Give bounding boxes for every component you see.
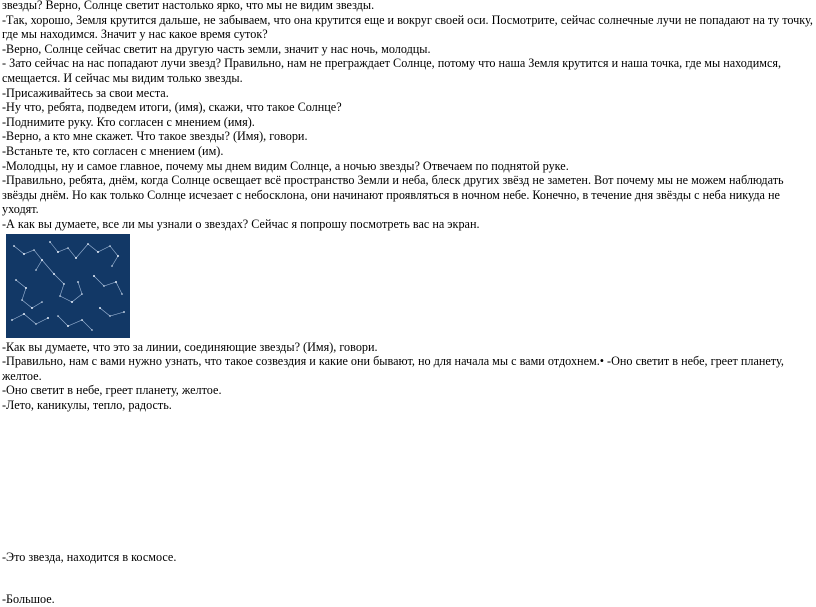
text-line-16: -Лето, каникулы, тепло, радость.	[2, 397, 172, 412]
text-line-big: -Большое.	[2, 592, 55, 607]
text-line-11: -Правильно, ребята, днём, когда Солнце освещает всё пространство Земли и неба, блеск других звёзд не заметен. Вот почему мы не можем наблюдать звёзды днём. Но как только Солнце исчезает с небосклона, они начинают проявляться в ночном небе. Конечно, в течение дня звёзды с неба никуда не уходят.	[2, 173, 784, 217]
document-body	[2, 0, 816, 607]
text-line-1: звезды? Верно, Солнце светит настолько ярко, что мы не видим звезды.	[2, 0, 375, 12]
text-line-6: -Ну что, ребята, подведем итоги, (имя), скажи, что такое Солнце?	[2, 100, 342, 115]
text-line-star: -Это звезда, находится в космосе.	[2, 550, 177, 565]
constellation-map-image	[6, 234, 130, 338]
constellation-image-wrapper	[6, 234, 816, 340]
blank-space	[2, 412, 816, 550]
text-line-14: -Правильно, нам с вами нужно узнать, что такое созвездия и какие они бывают, но для начала мы с вами отдохнем.• -Оно светит в небе, греет планету, желтое.	[2, 354, 784, 383]
blank-space-2	[2, 565, 816, 592]
text-line-5: -Присаживайтесь за свои места.	[2, 85, 169, 100]
text-line-8: -Верно, а кто мне скажет. Что такое звезды? (Имя), говори.	[2, 129, 308, 144]
text-line-10: -Молодцы, ну и самое главное, почему мы днем видим Солнце, а ночью звезды? Отвечаем по поднятой руке.	[2, 158, 569, 173]
text-line-7: -Поднимите руку. Кто согласен с мнением (имя).	[2, 114, 255, 129]
text-line-13: -Как вы думаете, что это за линии, соединяющие звезды? (Имя), говори.	[2, 339, 378, 354]
text-line-9: -Встаньте те, кто согласен с мнением (им).	[2, 143, 224, 158]
text-line-15: -Оно светит в небе, греет планету, желтое.	[2, 383, 222, 398]
text-line-2: -Так, хорошо, Земля крутится дальше, не забываем, что она крутится еще и вокруг своей оси. Посмотрите, сейчас солнечные лучи не попадают на ту точку, где мы находимся. Значит у нас какое время суток?	[2, 12, 813, 42]
text-line-4: - Зато сейчас на нас попадают лучи звезд? Правильно, нам не преграждает Солнце, потому что наша Земля крутится и наша точка, где мы находимся, смещается. И сейчас мы видим только звезды.	[2, 56, 782, 85]
text-line-3: -Верно, Солнце сейчас светит на другую часть земли, значит у нас ночь, молодцы.	[2, 41, 431, 56]
text-line-12: -А как вы думаете, все ли мы узнали о звездах? Сейчас я попрошу посмотреть вас на экран.	[2, 216, 480, 231]
